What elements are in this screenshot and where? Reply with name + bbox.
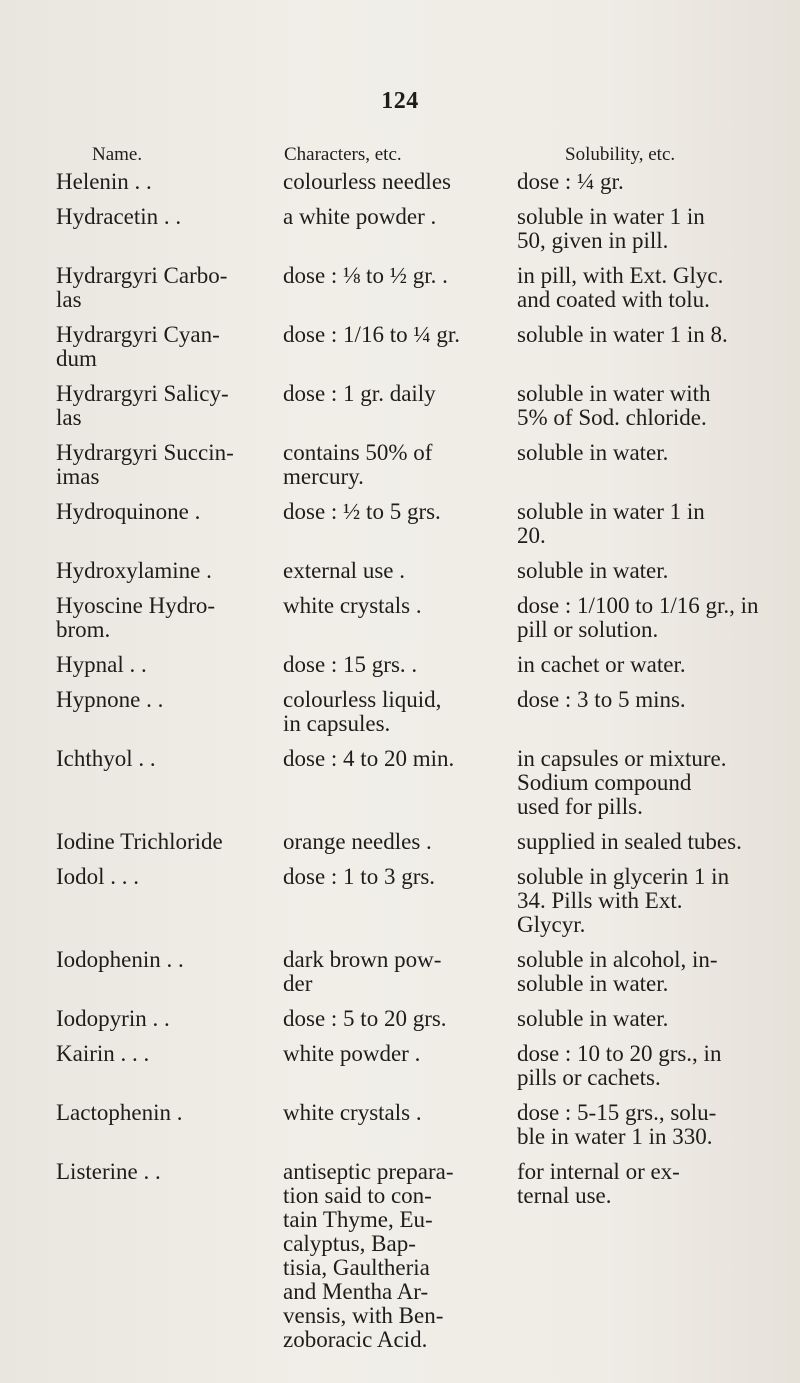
drug-characters: colourless liquid, in capsules. [283,687,442,736]
drug-characters: dose : 15 grs. . [283,652,418,677]
drug-name: Iodine Trichloride [56,829,223,854]
drug-name: Ichthyol . . [56,746,156,771]
drug-solubility: in pill, with Ext. Glyc. and coated with tolu. [517,263,724,312]
drug-name: Hydrargyri Cyan- dum [56,322,220,371]
drug-name: Kairin . . . [56,1041,150,1066]
drug-name: Hypnone . . [56,687,164,712]
drug-name: Hydrargyri Carbo- las [56,263,228,312]
drug-solubility: supplied in sealed tubes. [517,829,742,854]
drug-characters: white crystals . [283,1100,422,1125]
drug-name: Hydrargyri Succin- imas [56,440,234,489]
page-number: 124 [381,88,419,114]
drug-solubility: soluble in water. [517,440,669,465]
drug-solubility: soluble in water with 5% of Sod. chloride. [517,381,711,430]
drug-solubility: soluble in water 1 in 8. [517,322,728,347]
drug-name: Hydrargyri Salicy- las [56,381,229,430]
drug-name: Hydroxylamine . [56,558,212,583]
drug-solubility: dose : 1/100 to 1/16 gr., in pill or solution. [517,593,759,642]
drug-name: Helenin . . [56,169,152,194]
drug-solubility: soluble in water. [517,1006,669,1031]
drug-solubility: soluble in glycerin 1 in 34. Pills with Ext. Glycyr. [517,864,730,937]
drug-characters: external use . [283,558,405,583]
drug-name: Hydroquinone . [56,499,201,524]
drug-solubility: dose : ¼ gr. [517,169,624,194]
drug-solubility: soluble in water 1 in 20. [517,499,705,548]
column-headers [0,144,800,170]
drug-characters: dose : ½ to 5 grs. [283,499,441,524]
header-name: Name. [92,144,143,165]
drug-name: Hyoscine Hydro- brom. [56,593,216,642]
drug-name: Lactophenin . [56,1100,183,1125]
drug-solubility: for internal or ex- ternal use. [517,1159,680,1208]
drug-characters: dose : 5 to 20 grs. [283,1006,447,1031]
drug-solubility: dose : 5-15 grs., solu- ble in water 1 in 330. [517,1100,717,1149]
drug-characters: white crystals . [283,593,422,618]
drug-name: Iodopyrin . . [56,1006,170,1031]
drug-characters: dose : 1/16 to ¼ gr. [283,322,460,347]
drug-characters: a white powder . [283,204,437,229]
drug-characters: antiseptic prepara- tion said to con- tain Thyme, Eu- calyptus, Bap- tisia, Gaultheria and Mentha Ar- vensis, with Ben- zoboracic Acid. [283,1159,454,1352]
drug-characters: dose : ⅛ to ½ gr. . [283,263,448,288]
header-characters: Characters, etc. [284,144,402,165]
drug-characters: orange needles . [283,829,432,854]
header-solubility: Solubility, etc. [565,144,676,165]
drug-characters: white powder . [283,1041,421,1066]
drug-solubility: soluble in water 1 in 50, given in pill. [517,204,705,253]
drug-name: Iodophenin . . [56,947,184,972]
drug-solubility: soluble in alcohol, in- soluble in water. [517,947,718,996]
drug-name: Listerine . . [56,1159,161,1184]
drug-characters: contains 50% of mercury. [283,440,433,489]
drug-characters: dose : 1 gr. daily [283,381,436,406]
drug-characters: dose : 4 to 20 min. [283,746,455,771]
drug-characters: dark brown pow- der [283,947,442,996]
drug-name: Hydracetin . . [56,204,182,229]
drug-name: Iodol . . . [56,864,140,889]
drug-solubility: dose : 10 to 20 grs., in pills or cachets. [517,1041,722,1090]
drug-solubility: in cachet or water. [517,652,686,677]
drug-solubility: dose : 3 to 5 mins. [517,687,686,712]
drug-solubility: in capsules or mixture. Sodium compound used for pills. [517,746,727,819]
drug-characters: dose : 1 to 3 grs. [283,864,436,889]
drug-solubility: soluble in water. [517,558,669,583]
drug-name: Hypnal . . [56,652,147,677]
drug-characters: colourless needles [283,169,451,194]
